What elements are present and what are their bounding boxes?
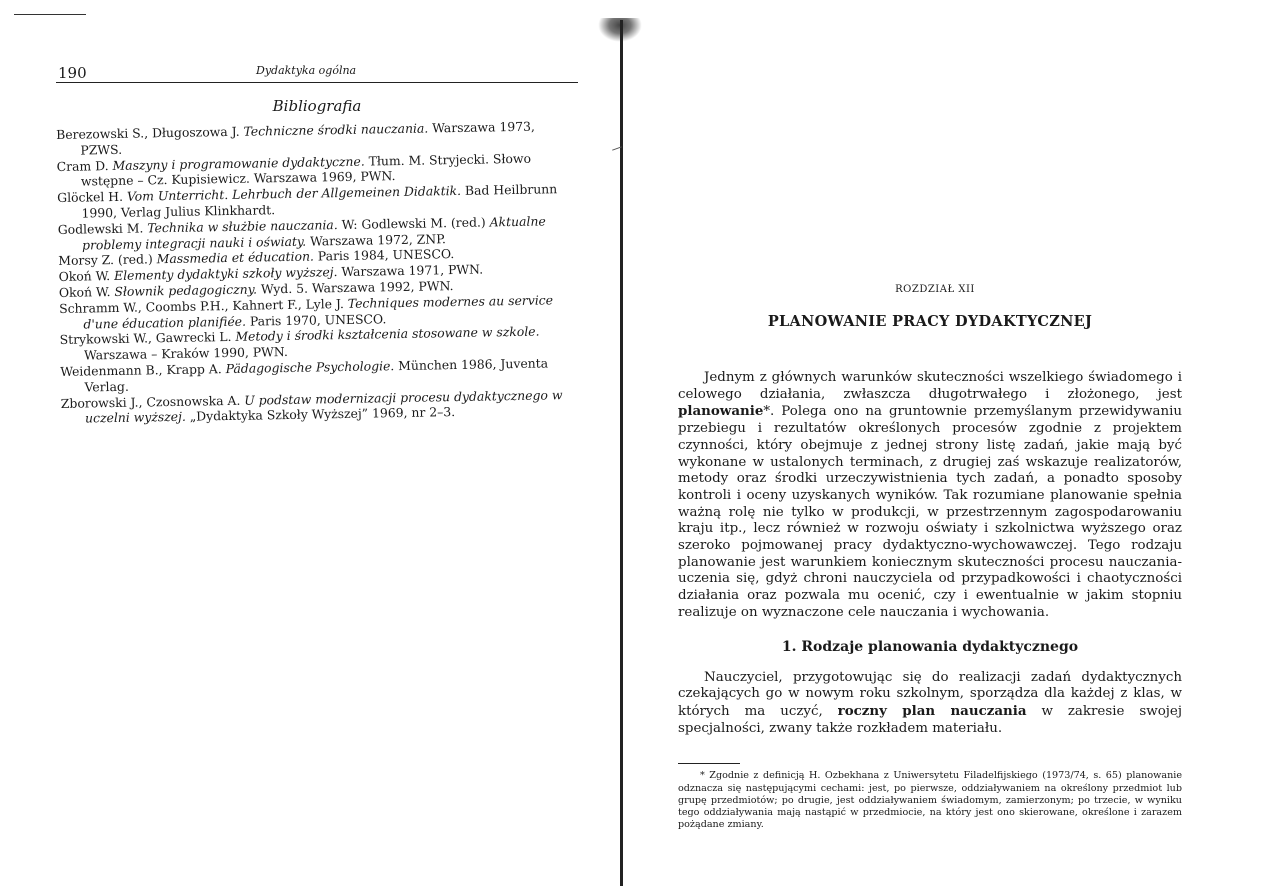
intro-text-b: *. Polega ono na gruntownie przemyślanym przewidywaniu przebiegu i rezultatów określonych procesów zgodnie z projektem czynności, który obejmuje z jednej strony listę zadań, jakie mają być wykonane w ustalonych terminach, z drugiej zaś wskazuje realizatorów, metody oraz środki urzeczywistnienia tych zadań, a ponadto sposoby kontroli i oceny uzyskanych wyników. Tak rozumiane planowanie spełnia ważną rolę nie tylko w produkcji, w przestrzennym zagospodarowaniu kraju itp., lecz również w rozwoju oświaty i szkolnictwa wyższego oraz szeroko pojmowanej pracy dydaktyczno-wychowawczej. Tego rodzaju planowanie jest warunkiem koniecznym skuteczności procesu nauczania-uczenia się, gdyż chroni nauczyciela od przypadkowości i chaotyczności działania oraz pozwala mu ocenić, czy i ewentualnie w jakim stopniu realizuje on wyznaczone cele nauczania i wychowania.	[678, 404, 1182, 620]
entry-post: Warszawa – Kraków 1990, PWN.	[83, 344, 288, 363]
entry-pre: Strykowski W., Gawrecki L.	[59, 329, 236, 348]
entry-post: Warszawa 1971, PWN.	[337, 261, 484, 280]
entry-post: München 1986, Juventa Verlag.	[84, 355, 549, 395]
bibliography-heading: Bibliografia	[272, 97, 362, 115]
chapter-title: PLANOWANIE PRACY DYDAKTYCZNEJ	[767, 313, 1093, 330]
book-gutter	[620, 20, 623, 886]
entry-it: Pädagogische Psychologie.	[225, 358, 395, 377]
right-page	[678, 284, 1182, 831]
entry-pre: Morsy Z. (red.)	[58, 251, 157, 269]
entry-it: Massmedia et éducation.	[156, 248, 315, 267]
entry-it: Techniczne środki nauczania.	[243, 120, 429, 139]
entry-pre: Godlewski M.	[57, 220, 148, 237]
entry-it: Maszyny i programowanie dydaktyczne.	[112, 153, 365, 173]
entry-pre: Schramm W., Coombs P.H., Kahnert F., Lyle J.	[59, 295, 348, 316]
entry-pre: Okoń W.	[58, 283, 115, 300]
entry-pre: Weidenmann B., Krapp A.	[60, 361, 226, 379]
entry-pre: Berezowski S., Długoszowa J.	[56, 123, 244, 142]
left-page	[56, 62, 578, 427]
entry-pre: Cram D.	[56, 157, 113, 174]
entry-post: Paris 1970, UNESCO.	[245, 310, 387, 329]
footnote: * Zgodnie z definicją H. Ozbekhana z Uniwersytetu Filadelfijskiego (1973/74, s. 65) planowanie odznacza się następującymi cechami: jest, po pierwsze, oddziaływaniem na określony przedmiot lub grupę przedmiotów; po drugie, jest oddziaływaniem świadomym, zamierzonym; po trzecie, w wyniku tego oddziaływania mają nastąpić w przedmiocie, na który jest ono skierowane, określone i zarazem pożądane zmiany.	[678, 770, 1182, 831]
running-head	[56, 62, 578, 83]
section-text-a: Nauczyciel, przygotowując się do realizacji zadań dydaktycznych czekających go w nowym roku szkolnym, sporządza dla każdej z klas, w których ma uczyć,	[678, 669, 1182, 719]
chapter-label: ROZDZIAŁ XII	[895, 284, 975, 295]
entry-pre: Zborowski J., Czosnowska A.	[60, 392, 245, 411]
entry-it2: Aktualne problemy integracji nauki i oświaty.	[81, 213, 546, 253]
entry-post: Paris 1984, UNESCO.	[313, 246, 455, 264]
intro-bold-term: planowanie	[678, 403, 764, 420]
top-rule	[14, 14, 86, 15]
entry-post2: Warszawa 1972, ZNP.	[306, 230, 447, 249]
intro-paragraph	[678, 370, 1182, 622]
intro-text-a: Jednym z głównych warunków skuteczności wszelkiego świadomego i celowego działania, zwłaszcza długotrwałego i złożonego, jest	[678, 370, 1182, 402]
entry-post: W: Godlewski M. (red.)	[337, 214, 490, 232]
entry-pre: Glöckel H.	[57, 188, 128, 206]
entry-it: Metody i środki kształcenia stosowane w szkole.	[235, 323, 540, 345]
section-paragraph	[678, 670, 1182, 738]
entry-pre: Okoń W.	[58, 268, 115, 285]
section-text-b: w zakresie swojej specjalności, zwany także rozkładem materiału.	[678, 703, 1182, 736]
section-bold-term: roczny plan nauczania	[837, 702, 1027, 719]
entry-it: Technika w służbie nauczania.	[147, 216, 338, 236]
entry-it: Słownik pedagogiczny.	[114, 281, 258, 299]
entry-it: Techniques modernes au service d'une éducation planifiée.	[83, 292, 554, 332]
entry-it: U podstaw modernizacji procesu dydaktycznego w uczelni wyższej.	[84, 386, 563, 426]
footnote-rule	[678, 763, 740, 764]
section-heading: 1. Rodzaje planowania dydaktycznego	[781, 638, 1079, 655]
page-number: 190	[58, 64, 87, 82]
bibliography-list	[56, 118, 583, 427]
entry-post: Bad Heilbrunn 1990, Verlag Julius Klinkhardt.	[81, 181, 558, 221]
entry-post: Warszawa 1973, PZWS.	[80, 118, 535, 158]
entry-post: Wyd. 5. Warszawa 1992, PWN.	[256, 278, 454, 297]
entry-it: Vom Unterricht. Lehrbuch der Allgemeinen Didaktik.	[126, 183, 462, 204]
running-header-title: Dydaktyka ogólna	[256, 64, 357, 77]
entry-it: Elementy dydaktyki szkoły wyższej.	[113, 264, 338, 284]
entry-post: Tłum. M. Stryjecki. Słowo wstępne – Cz. Kupisiewicz. Warszawa 1969, PWN.	[80, 150, 532, 189]
entry-post: „Dydaktyka Szkoły Wyższej” 1969, nr 2–3.	[185, 404, 456, 425]
